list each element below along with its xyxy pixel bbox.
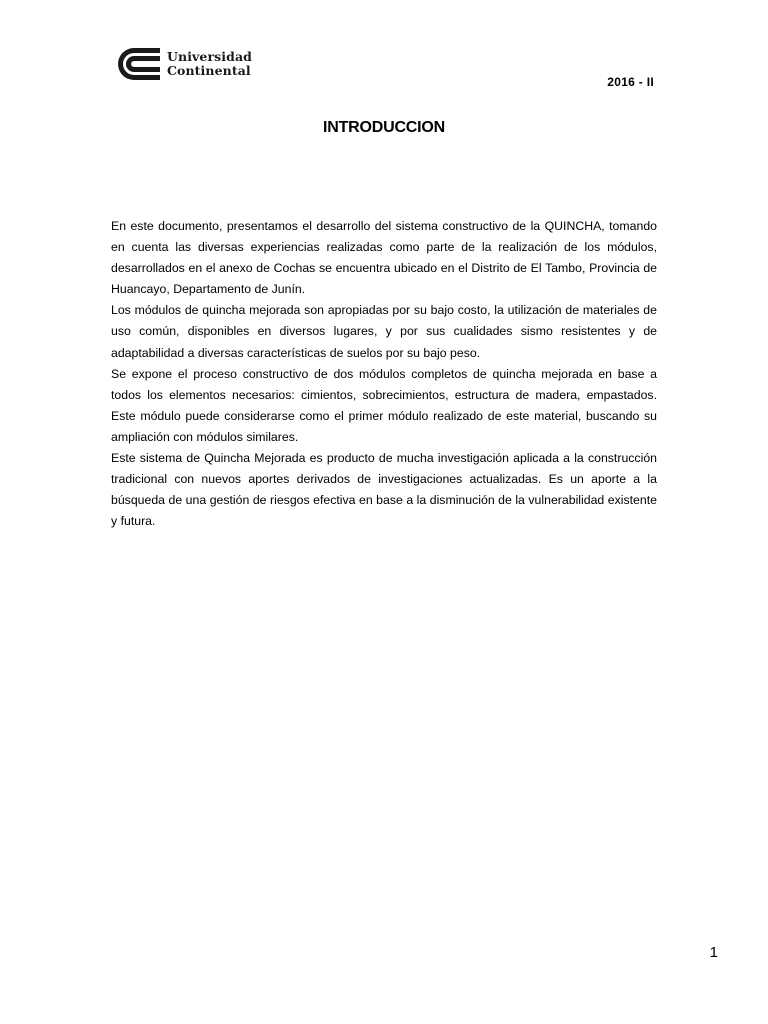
logo-line-2: Continental: [167, 63, 251, 78]
academic-term: 2016 - II: [607, 75, 654, 89]
document-body: [111, 216, 657, 532]
logo-line-1: Universidad: [167, 49, 253, 64]
logo-wordmark: [167, 50, 252, 78]
continental-logo-icon: [117, 47, 161, 81]
page-title: INTRODUCCION: [322, 119, 446, 136]
university-logo: [117, 47, 252, 81]
paragraph-1: En este documento, presentamos el desarrollo del sistema constructivo de la QUINCHA, tomando en cuenta las diversas experiencias realizadas como parte de la realización de los módulos, desarrollados en el anexo de Cochas se encuentra ubicado en el Distrito de El Tambo, Provincia de Huancayo, Departamento de Junín.: [111, 219, 657, 297]
paragraph-3: Se expone el proceso constructivo de dos módulos completos de quincha mejorada en base a todos los elementos necesarios: cimientos, sobrecimientos, estructura de madera, empastados. Este módulo puede considerarse como el primer módulo realizado de este material, buscando su ampliación con módulos similares.: [111, 366, 657, 444]
paragraph-4: Este sistema de Quincha Mejorada es producto de mucha investigación aplicada a la construcción tradicional con nuevos aportes derivados de investigaciones actualizadas. Es un aporte a la búsqueda de una gestión de riesgos efectiva en base a la disminución de la vulnerabilidad existente y futura.: [111, 451, 657, 529]
paragraph-2: Los módulos de quincha mejorada son apropiadas por su bajo costo, la utilización de materiales de uso común, disponibles en diversos lugares, y por sus cualidades sismo resistentes y de adaptabilidad a diversas características de suelos por su bajo peso.: [111, 303, 657, 360]
page-number: 1: [709, 944, 718, 961]
